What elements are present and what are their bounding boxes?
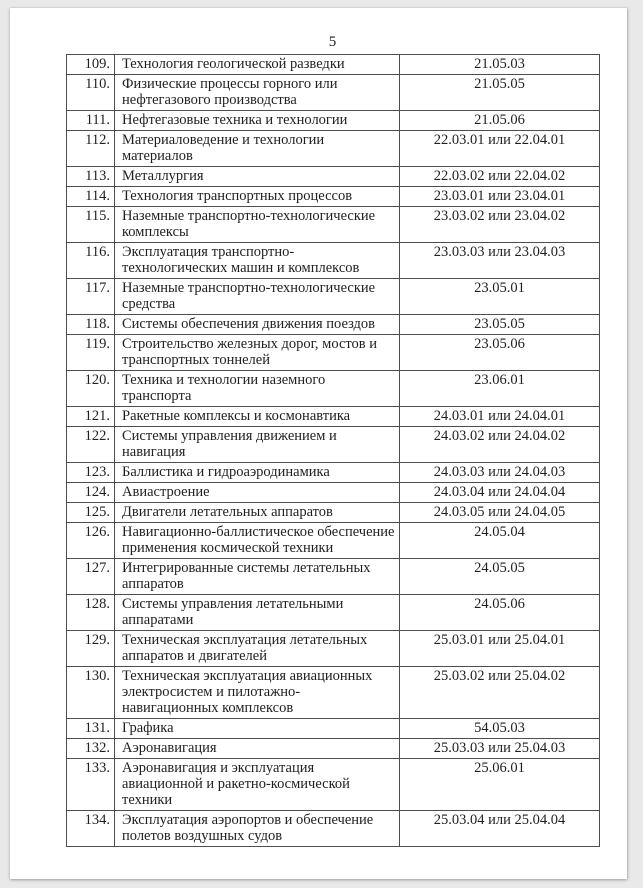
row-number: 133. [67,759,115,811]
row-number: 124. [67,483,115,503]
specialty-code: 23.03.01 или 23.04.01 [400,187,600,207]
row-number: 125. [67,503,115,523]
table-row [67,595,600,631]
table-row [67,207,600,243]
specialty-name: Наземные транспортно-технологические средства [115,279,400,315]
specialty-code: 23.05.06 [400,335,600,371]
table-row [67,407,600,427]
specialty-name: Двигатели летательных аппаратов [115,503,400,523]
row-number: 117. [67,279,115,315]
row-number: 116. [67,243,115,279]
specialty-code: 21.05.05 [400,75,600,111]
specialty-name: Авиастроение [115,483,400,503]
table-row [67,335,600,371]
specialty-name: Навигационно-баллистическое обеспечение применения космической техники [115,523,400,559]
row-number: 114. [67,187,115,207]
row-number: 109. [67,55,115,75]
specialty-code: 22.03.02 или 22.04.02 [400,167,600,187]
specialty-code: 25.03.03 или 25.04.03 [400,739,600,759]
specialty-name: Графика [115,719,400,739]
specialty-name: Системы управления летательными аппаратами [115,595,400,631]
specialty-code: 24.05.04 [400,523,600,559]
page-content [66,8,599,847]
row-number: 111. [67,111,115,131]
row-number: 119. [67,335,115,371]
specialty-code: 24.03.04 или 24.04.04 [400,483,600,503]
specialty-code: 24.05.06 [400,595,600,631]
row-number: 130. [67,667,115,719]
specialty-name: Технология транспортных процессов [115,187,400,207]
table-row [67,719,600,739]
specialty-code: 23.03.03 или 23.04.03 [400,243,600,279]
specialty-code: 23.05.01 [400,279,600,315]
table-row [67,111,600,131]
specialty-code: 25.06.01 [400,759,600,811]
row-number: 127. [67,559,115,595]
row-number: 121. [67,407,115,427]
specialty-code: 24.05.05 [400,559,600,595]
specialty-name: Физические процессы горного или нефтегазового производства [115,75,400,111]
row-number: 115. [67,207,115,243]
specialty-code: 24.03.05 или 24.04.05 [400,503,600,523]
specialty-name: Интегрированные системы летательных аппаратов [115,559,400,595]
specialty-name: Наземные транспортно-технологические комплексы [115,207,400,243]
row-number: 113. [67,167,115,187]
specialty-name: Технология геологической разведки [115,55,400,75]
specialty-name: Аэронавигация и эксплуатация авиационной и ракетно-космической техники [115,759,400,811]
specialty-name: Техническая эксплуатация авиационных электросистем и пилотажно-навигационных комплексов [115,667,400,719]
row-number: 128. [67,595,115,631]
specialty-code: 24.03.02 или 24.04.02 [400,427,600,463]
specialty-code: 54.05.03 [400,719,600,739]
specialty-name: Системы обеспечения движения поездов [115,315,400,335]
table-row [67,739,600,759]
specialty-name: Нефтегазовые техника и технологии [115,111,400,131]
table-row [67,371,600,407]
table-row [67,759,600,811]
table-row [67,503,600,523]
specialty-code: 25.03.04 или 25.04.04 [400,811,600,847]
table-row [67,631,600,667]
specialty-name: Ракетные комплексы и космонавтика [115,407,400,427]
specialty-code: 24.03.01 или 24.04.01 [400,407,600,427]
specialty-code: 23.06.01 [400,371,600,407]
row-number: 118. [67,315,115,335]
specialty-code: 21.05.06 [400,111,600,131]
specialty-code: 24.03.03 или 24.04.03 [400,463,600,483]
specialty-name: Металлургия [115,167,400,187]
page-number: 5 [328,34,337,50]
table-row [67,811,600,847]
specialty-name: Материаловедение и технологии материалов [115,131,400,167]
row-number: 134. [67,811,115,847]
specialty-name: Аэронавигация [115,739,400,759]
row-number: 110. [67,75,115,111]
table-row [67,279,600,315]
row-number: 120. [67,371,115,407]
row-number: 126. [67,523,115,559]
table-row [67,187,600,207]
table-row [67,243,600,279]
table-row [67,131,600,167]
table-row [67,559,600,595]
table-row [67,463,600,483]
specialty-code: 22.03.01 или 22.04.01 [400,131,600,167]
row-number: 112. [67,131,115,167]
table-row [67,75,600,111]
table-row [67,427,600,463]
specialties-table [66,54,600,847]
table-row [67,55,600,75]
table-row [67,483,600,503]
row-number: 123. [67,463,115,483]
document-page [10,8,627,879]
row-number: 131. [67,719,115,739]
specialty-code: 23.03.02 или 23.04.02 [400,207,600,243]
specialty-code: 25.03.02 или 25.04.02 [400,667,600,719]
row-number: 122. [67,427,115,463]
table-row [67,167,600,187]
specialty-name: Техника и технологии наземного транспорта [115,371,400,407]
specialty-name: Баллистика и гидроаэродинамика [115,463,400,483]
table-row [67,523,600,559]
specialty-code: 23.05.05 [400,315,600,335]
table-row [67,667,600,719]
row-number: 129. [67,631,115,667]
specialty-code: 21.05.03 [400,55,600,75]
specialty-name: Системы управления движением и навигация [115,427,400,463]
specialty-name: Техническая эксплуатация летательных аппаратов и двигателей [115,631,400,667]
specialties-table-body [67,55,600,847]
specialty-name: Эксплуатация транспортно-технологических машин и комплексов [115,243,400,279]
table-row [67,315,600,335]
specialty-code: 25.03.01 или 25.04.01 [400,631,600,667]
specialty-name: Эксплуатация аэропортов и обеспечение полетов воздушных судов [115,811,400,847]
row-number: 132. [67,739,115,759]
specialty-name: Строительство железных дорог, мостов и транспортных тоннелей [115,335,400,371]
